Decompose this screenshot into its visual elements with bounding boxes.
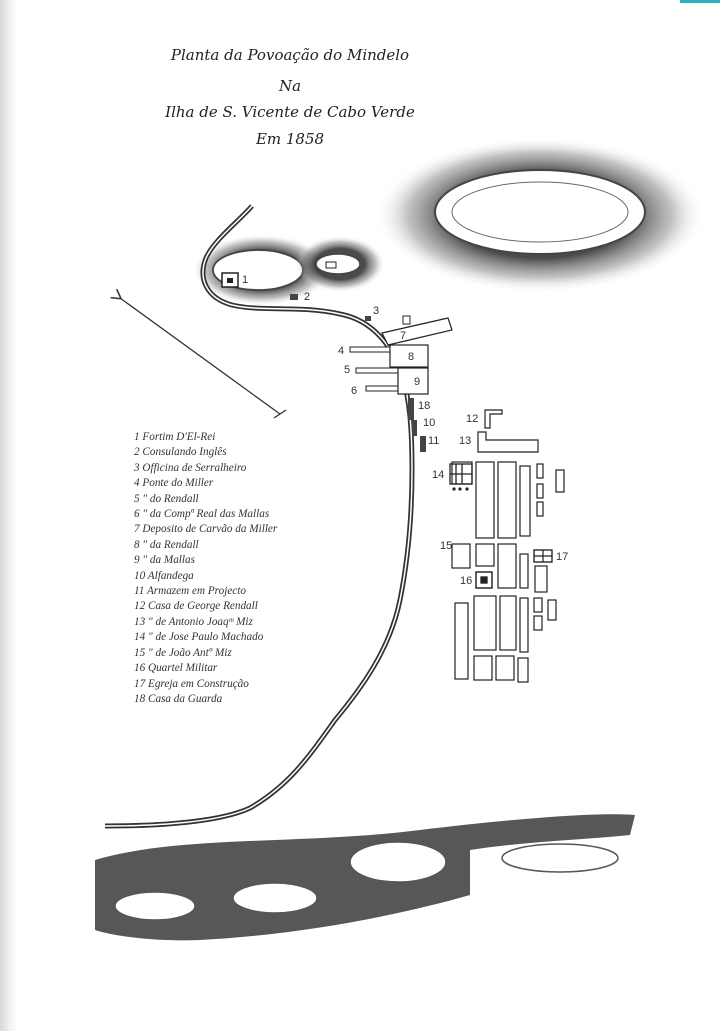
legend-item-4: 4 Ponte do Miller: [134, 477, 214, 490]
legend-item-11: 11 Armazem em Projecto: [134, 585, 246, 598]
map-legend: [134, 430, 374, 707]
legend-item-8: 8 " da Rendall: [134, 538, 199, 551]
legend-item-3: 3 Officina de Serralheiro: [134, 461, 247, 474]
consulado-ingles: [290, 294, 298, 300]
legend-item-9: 9 " da Mallas: [134, 554, 195, 567]
legend-item-18: 18 Casa da Guarda: [134, 692, 223, 705]
casa-da-guarda: [408, 398, 414, 420]
map-label-4: 4: [338, 345, 345, 357]
alfandega: [412, 420, 417, 436]
legend-item-6: 6 " da Compª Real das Mallas: [134, 508, 270, 521]
map-label-9: 9: [414, 376, 421, 388]
legend-item-15: 15 " de João Antº Miz: [134, 646, 232, 659]
map-label-3: 3: [373, 305, 380, 317]
dots-block-14: [452, 487, 468, 490]
officina-serralheiro: [365, 316, 371, 321]
map-label-18: 18: [418, 400, 431, 412]
map-title-line-2: Na: [278, 77, 302, 95]
map-title-line-4: Em 1858: [255, 130, 325, 148]
hill-north-east: [375, 137, 705, 293]
map-label-10: 10: [423, 417, 436, 429]
map-label-7: 7: [400, 330, 407, 342]
legend-item-17: 17 Egreja em Construção: [134, 677, 249, 690]
legend-item-10: 10 Alfandega: [134, 569, 194, 582]
fortim-del-rei-inner: [227, 278, 233, 283]
hill-fort: [192, 234, 385, 306]
map-label-11: 11: [428, 435, 440, 447]
north-arrow: [120, 298, 280, 414]
map-title-line-1: Planta da Povoação do Mindelo: [170, 46, 410, 64]
town-blocks: [452, 410, 564, 682]
legend-item-14: 14 " de Jose Paulo Machado: [134, 631, 264, 644]
legend-item-5: 5 " do Rendall: [134, 492, 199, 505]
map-title-line-3: Ilha de S. Vicente de Cabo Verde: [165, 103, 415, 121]
legend-item-2: 2 Consulando Inglês: [134, 446, 227, 459]
map-label-5: 5: [344, 364, 351, 376]
map-label-12: 12: [466, 413, 479, 425]
armazem-projecto: [420, 436, 426, 452]
map-label-16: 16: [460, 575, 473, 587]
hill-range-south: [95, 814, 635, 940]
legend-item-13: 13 " de Antonio Joaqᵐ Miz: [134, 615, 253, 628]
legend-item-16: 16 Quartel Militar: [134, 662, 218, 675]
map-label-14: 14: [432, 469, 445, 481]
map-label-15: 15: [440, 540, 453, 552]
hill-building: [326, 262, 336, 268]
map-label-8: 8: [408, 351, 415, 363]
legend-item-7: 7 Deposito de Carvão da Miller: [134, 523, 278, 536]
map-label-2: 2: [304, 291, 311, 303]
legend-item-1: 1 Fortim D'El-Rei: [134, 431, 216, 443]
legend-item-12: 12 Casa de George Rendall: [134, 600, 258, 613]
map-label-13: 13: [459, 435, 472, 447]
map-label-1: 1: [242, 274, 249, 286]
map-label-6: 6: [351, 385, 358, 397]
map-label-17: 17: [556, 551, 569, 563]
